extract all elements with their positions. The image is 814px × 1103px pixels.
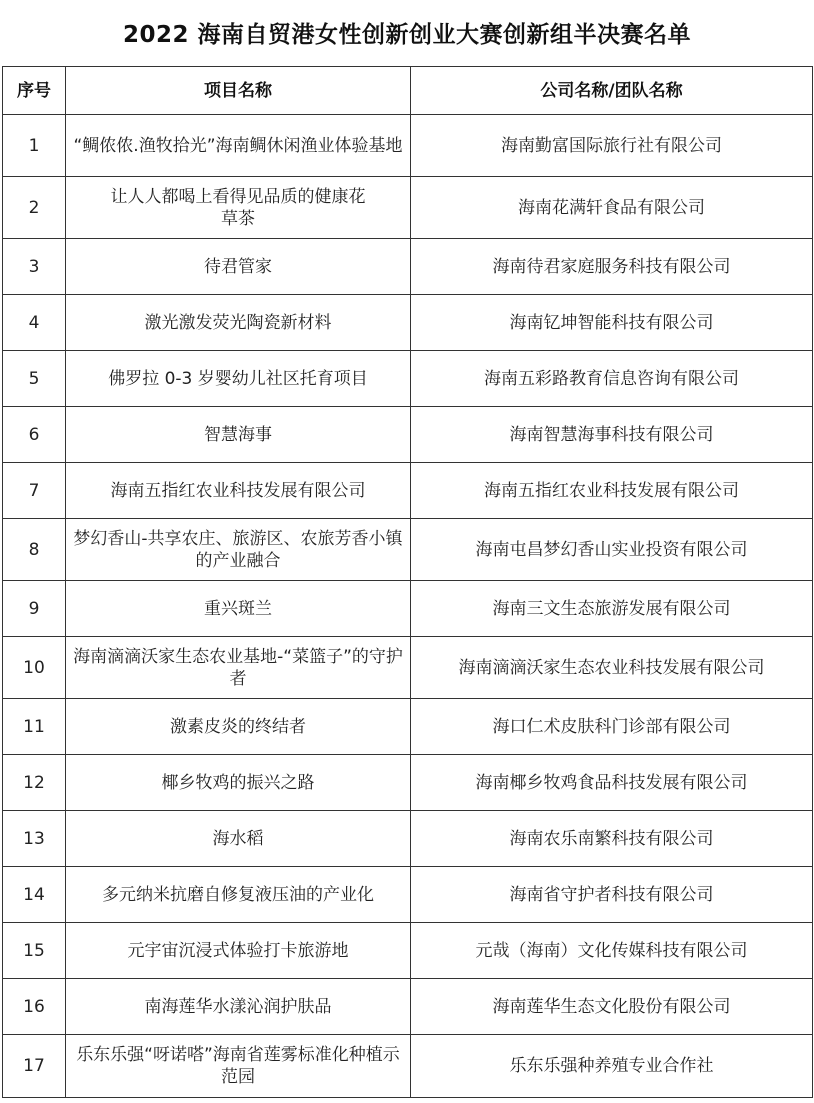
row-index: 17 xyxy=(3,1035,66,1098)
row-company: 海南待君家庭服务科技有限公司 xyxy=(411,239,813,295)
table-row xyxy=(3,351,813,407)
project-name: 元宇宙沉浸式体验打卡旅游地 xyxy=(127,940,349,961)
project-name: 海南滴滴沃家生态农业基地-“菜篮子”的守护者 xyxy=(73,646,403,689)
row-project xyxy=(66,811,411,867)
row-project xyxy=(66,115,411,177)
header-index: 序号 xyxy=(3,67,66,115)
project-name: “鲷侬侬.渔牧拾光”海南鲷休闲渔业体验基地 xyxy=(73,135,403,156)
row-company: 海南五指红农业科技发展有限公司 xyxy=(411,463,813,519)
row-index: 2 xyxy=(3,177,66,239)
row-index: 11 xyxy=(3,699,66,755)
row-company: 海南省守护者科技有限公司 xyxy=(411,867,813,923)
project-name: 椰乡牧鸡的振兴之路 xyxy=(161,772,315,793)
row-index: 14 xyxy=(3,867,66,923)
project-name: 重兴斑兰 xyxy=(204,598,272,619)
table-row xyxy=(3,177,813,239)
project-name: 佛罗拉 0-3 岁婴幼儿社区托育项目 xyxy=(108,368,368,389)
row-company: 海南三文生态旅游发展有限公司 xyxy=(411,581,813,637)
row-project xyxy=(66,637,411,699)
project-name: 南海莲华水漾沁润护肤品 xyxy=(144,996,332,1017)
page-title: 2022 海南自贸港女性创新创业大赛创新组半决赛名单 xyxy=(122,22,692,48)
project-name: 多元纳米抗磨自修复液压油的产业化 xyxy=(102,884,374,905)
row-project xyxy=(66,979,411,1035)
row-project xyxy=(66,1035,411,1098)
table-row xyxy=(3,407,813,463)
row-index: 1 xyxy=(3,115,66,177)
table-header-row xyxy=(3,67,813,115)
row-company: 乐东乐强种养殖专业合作社 xyxy=(411,1035,813,1098)
row-company: 海南钇坤智能科技有限公司 xyxy=(411,295,813,351)
table-row xyxy=(3,1035,813,1098)
project-name: 待君管家 xyxy=(204,256,272,277)
row-company: 海南农乐南繁科技有限公司 xyxy=(411,811,813,867)
row-project xyxy=(66,867,411,923)
row-index: 16 xyxy=(3,979,66,1035)
table-row xyxy=(3,115,813,177)
row-company: 海南莲华生态文化股份有限公司 xyxy=(411,979,813,1035)
table-row xyxy=(3,979,813,1035)
row-company: 海南椰乡牧鸡食品科技发展有限公司 xyxy=(411,755,813,811)
row-company: 元哉（海南）文化传媒科技有限公司 xyxy=(411,923,813,979)
row-index: 8 xyxy=(3,519,66,581)
row-company: 海南屯昌梦幻香山实业投资有限公司 xyxy=(411,519,813,581)
row-index: 12 xyxy=(3,755,66,811)
row-project xyxy=(66,581,411,637)
row-project xyxy=(66,295,411,351)
header-company: 公司名称/团队名称 xyxy=(411,67,813,115)
table-row xyxy=(3,923,813,979)
table-row xyxy=(3,295,813,351)
row-project xyxy=(66,407,411,463)
table-row xyxy=(3,581,813,637)
row-index: 6 xyxy=(3,407,66,463)
project-name: 乐东乐强“呀诺嗒”海南省莲雾标准化种植示范园 xyxy=(76,1045,400,1087)
project-name: 激素皮炎的终结者 xyxy=(170,716,306,737)
row-company: 海南花满轩食品有限公司 xyxy=(411,177,813,239)
row-project xyxy=(66,239,411,295)
row-project xyxy=(66,923,411,979)
table-row xyxy=(3,463,813,519)
row-company: 海南滴滴沃家生态农业科技发展有限公司 xyxy=(411,637,813,699)
row-company: 海南智慧海事科技有限公司 xyxy=(411,407,813,463)
table-row xyxy=(3,755,813,811)
table-row xyxy=(3,811,813,867)
row-company: 海南勤富国际旅行社有限公司 xyxy=(411,115,813,177)
project-name: 海南五指红农业科技发展有限公司 xyxy=(110,480,366,501)
project-name: 智慧海事 xyxy=(204,424,272,445)
table-row xyxy=(3,519,813,581)
row-project xyxy=(66,519,411,581)
row-index: 4 xyxy=(3,295,66,351)
semifinal-list-table xyxy=(2,66,813,1098)
project-name: 让人人都喝上看得见品质的健康花草茶 xyxy=(110,186,366,229)
table-row xyxy=(3,637,813,699)
row-project xyxy=(66,351,411,407)
row-company: 海口仁术皮肤科门诊部有限公司 xyxy=(411,699,813,755)
row-project xyxy=(66,177,411,239)
row-index: 3 xyxy=(3,239,66,295)
row-index: 9 xyxy=(3,581,66,637)
row-index: 13 xyxy=(3,811,66,867)
header-project: 项目名称 xyxy=(66,67,411,115)
project-name: 海水稻 xyxy=(212,828,264,849)
project-name: 激光激发荧光陶瓷新材料 xyxy=(144,312,332,333)
table-row xyxy=(3,699,813,755)
table-row xyxy=(3,239,813,295)
row-index: 7 xyxy=(3,463,66,519)
row-index: 15 xyxy=(3,923,66,979)
row-index: 10 xyxy=(3,637,66,699)
row-project xyxy=(66,755,411,811)
row-project xyxy=(66,463,411,519)
row-index: 5 xyxy=(3,351,66,407)
row-company: 海南五彩路教育信息咨询有限公司 xyxy=(411,351,813,407)
project-name: 梦幻香山-共享农庄、旅游区、农旅芳香小镇的产业融合 xyxy=(73,528,403,571)
table-row xyxy=(3,867,813,923)
row-project xyxy=(66,699,411,755)
